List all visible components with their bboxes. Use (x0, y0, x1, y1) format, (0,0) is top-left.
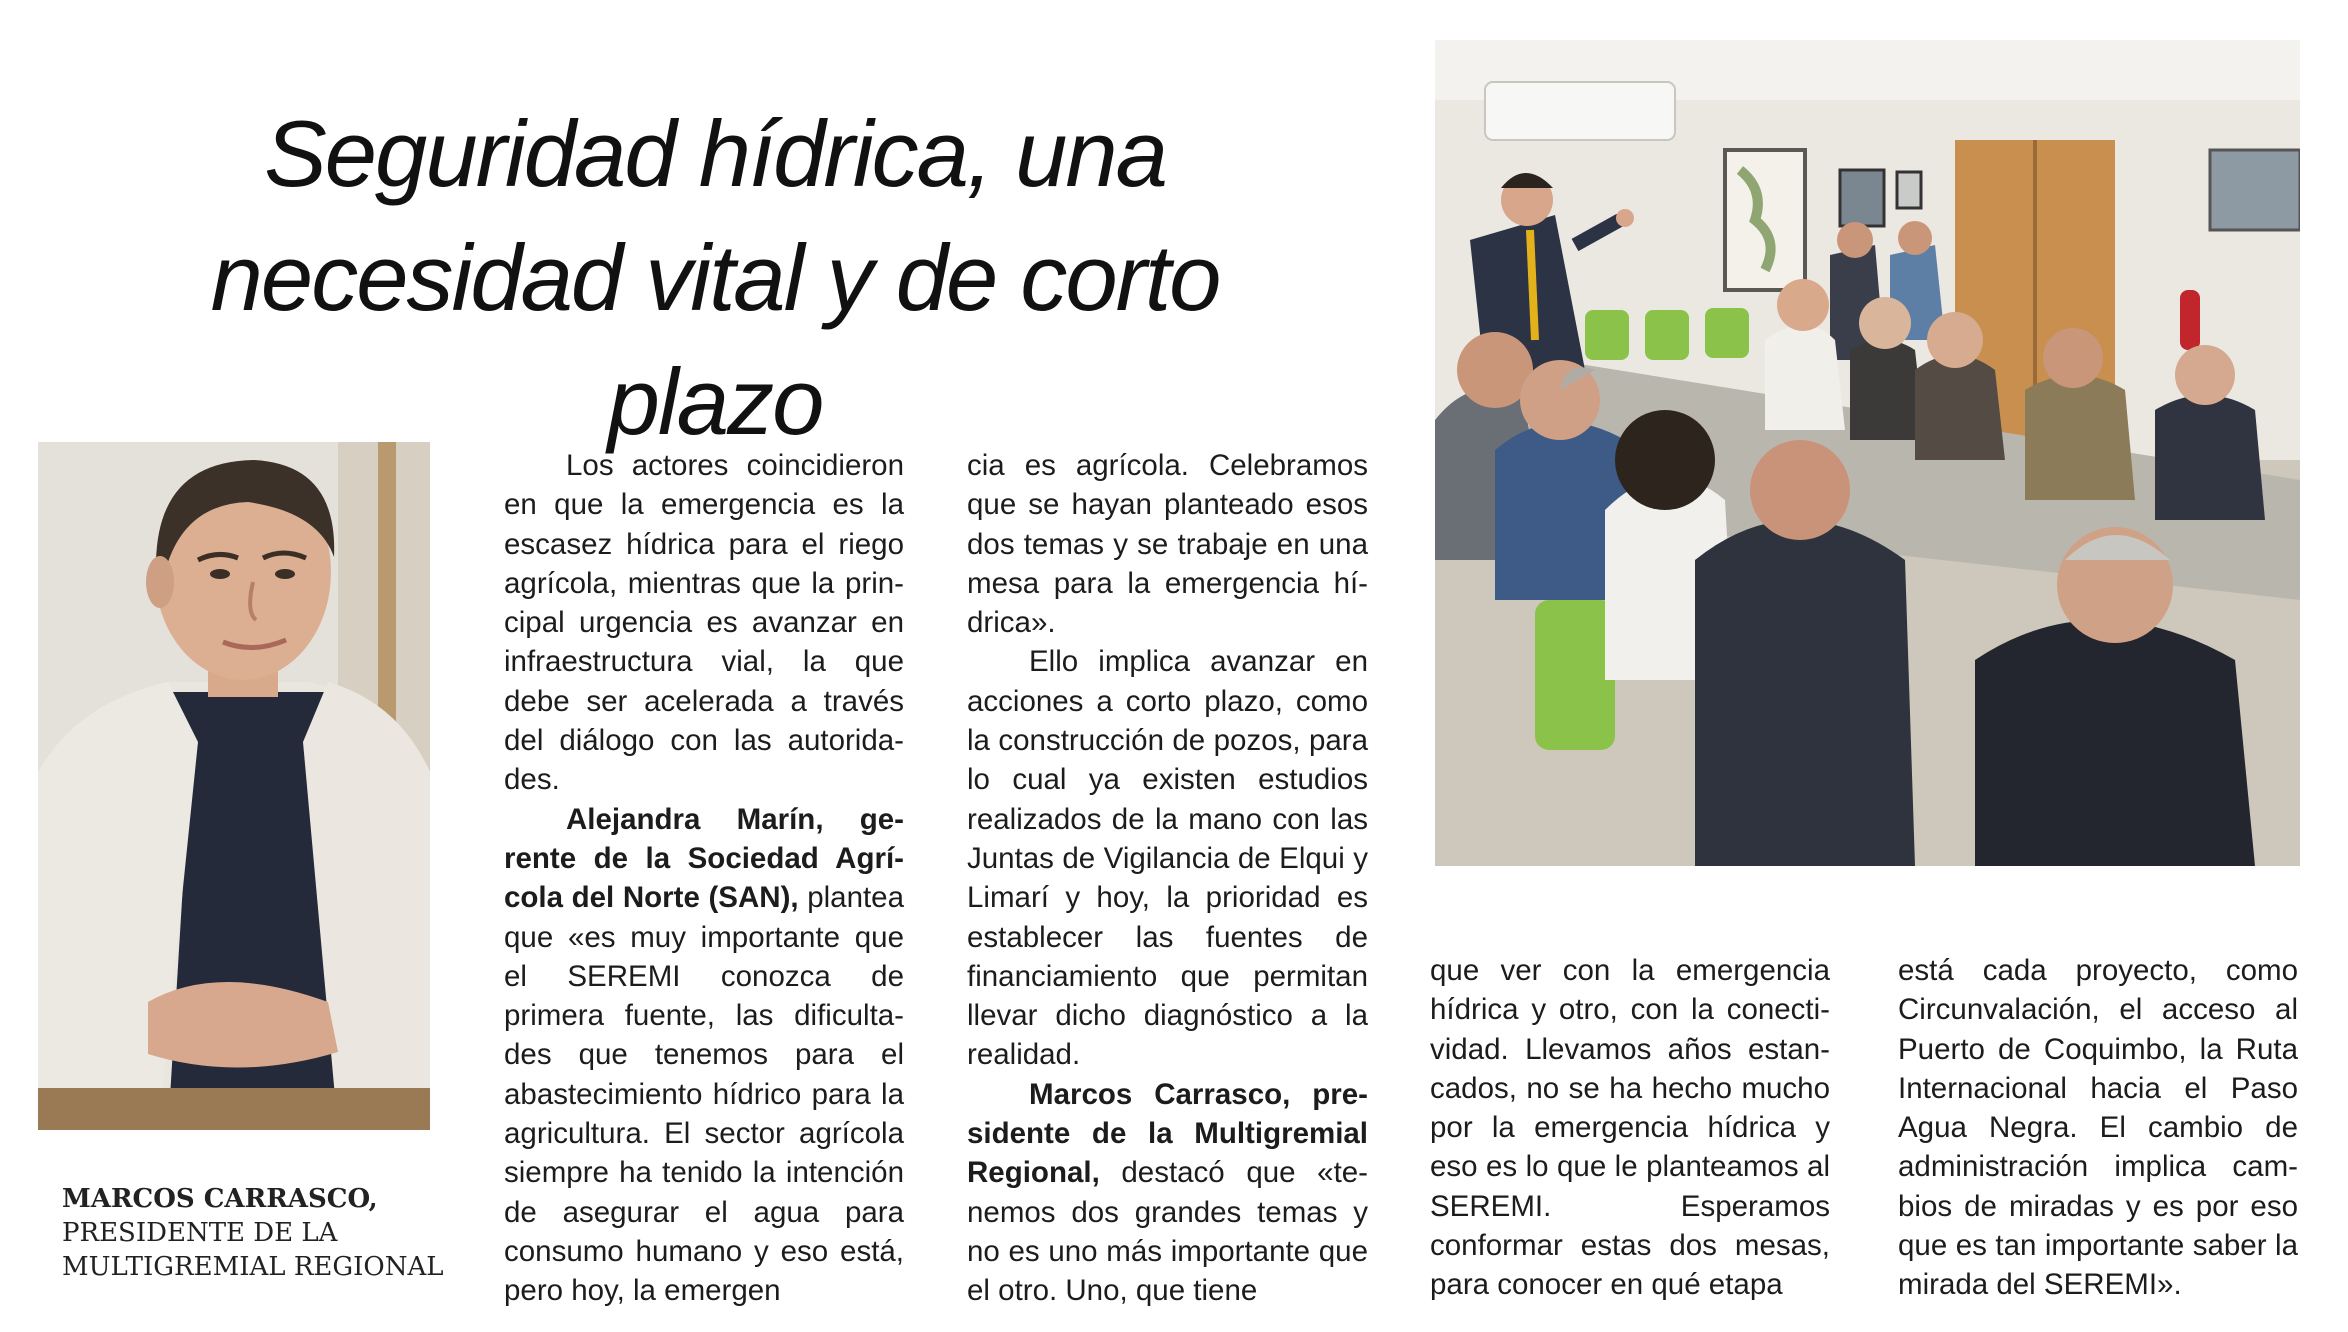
column-1-paragraph-1: Los actores coincidieron en que la emergencia es la escasez hídrica para el riego agrícola, mientras que la principal urgencia es avanzar en infraestructura vial, la que debe ser acelerada a través del diálogo con las autoridades. (504, 449, 904, 797)
headline-line-2: necesidad vital y de corto plazo (210, 225, 1220, 454)
headline-line-1: Seguridad hídrica, una (264, 101, 1166, 206)
article-column-3 (1430, 951, 1830, 1305)
column-2-paragraph-3 (967, 1075, 1368, 1311)
column-1-paragraph-2-text: plantea que «es muy importante que el SEREMI conozca de primera fuente, las dificultades que tenemos para el abastecimiento hídrico para la agricultura. El sector agrícola siempre ha tenido la intención de asegurar el agua para consumo humano y eso está, pero hoy, la emergen (504, 881, 904, 1308)
caption-role-line-1: PRESIDENTE DE LA (62, 1218, 338, 1248)
portrait-photo (38, 442, 430, 1130)
article-column-1 (504, 446, 904, 1311)
column-2-paragraph-2: Ello implica avanzar en acciones a corto plazo, como la construcción de pozos, para lo cual ya existen estudios realizados de la mano con las Juntas de Vigilancia de Elqui y Limarí y hoy, la prioridad es establecer las fuentes de financiamiento que permitan llevar dicho diagnóstico a la realidad. (967, 645, 1368, 1072)
caption-name: MARCOS CARRASCO, (62, 1184, 378, 1214)
caption-role-line-2: MULTIGREMIAL REGIONAL (62, 1252, 444, 1282)
quote-attribution-marin: Alejandra Marín, gerente de la Sociedad Agrícola del Norte (SAN), (504, 802, 904, 915)
meeting-photo (1435, 40, 2300, 866)
column-4-paragraph-1: está cada proyecto, como Circunvalación, el acceso al Puerto de Coquimbo, la Ruta Internacional hacia el Paso Agua Negra. El cambio de administración implica cambios de miradas y es por eso que es tan importante saber la mirada del SEREMI». (1898, 954, 2298, 1302)
article-column-2 (967, 446, 1368, 1311)
column-2-paragraph-1: cia es agrícola. Celebramos que se hayan planteado esos dos temas y se trabaje en una mesa para la emergencia hídrica». (967, 449, 1368, 640)
column-3-paragraph-1: que ver con la emergencia hídrica y otro, con la conectividad. Llevamos años estancados, no se ha hecho mucho por la emergencia hídrica y eso es lo que le planteamos al SEREMI. Esperamos conformar estas dos mesas, para conocer en qué etapa (1430, 954, 1830, 1302)
column-1-paragraph-2 (504, 800, 904, 1311)
article-headline (100, 92, 1330, 464)
article-column-4 (1898, 951, 2298, 1305)
quote-attribution-carrasco: Marcos Carrasco, presidente de la Multigremial Regional, (967, 1077, 1368, 1190)
photo-caption (62, 1182, 482, 1284)
column-2-paragraph-3-text: destacó que «tenemos dos grandes temas y no es uno más importante que el otro. Uno, que tiene (967, 1156, 1368, 1308)
